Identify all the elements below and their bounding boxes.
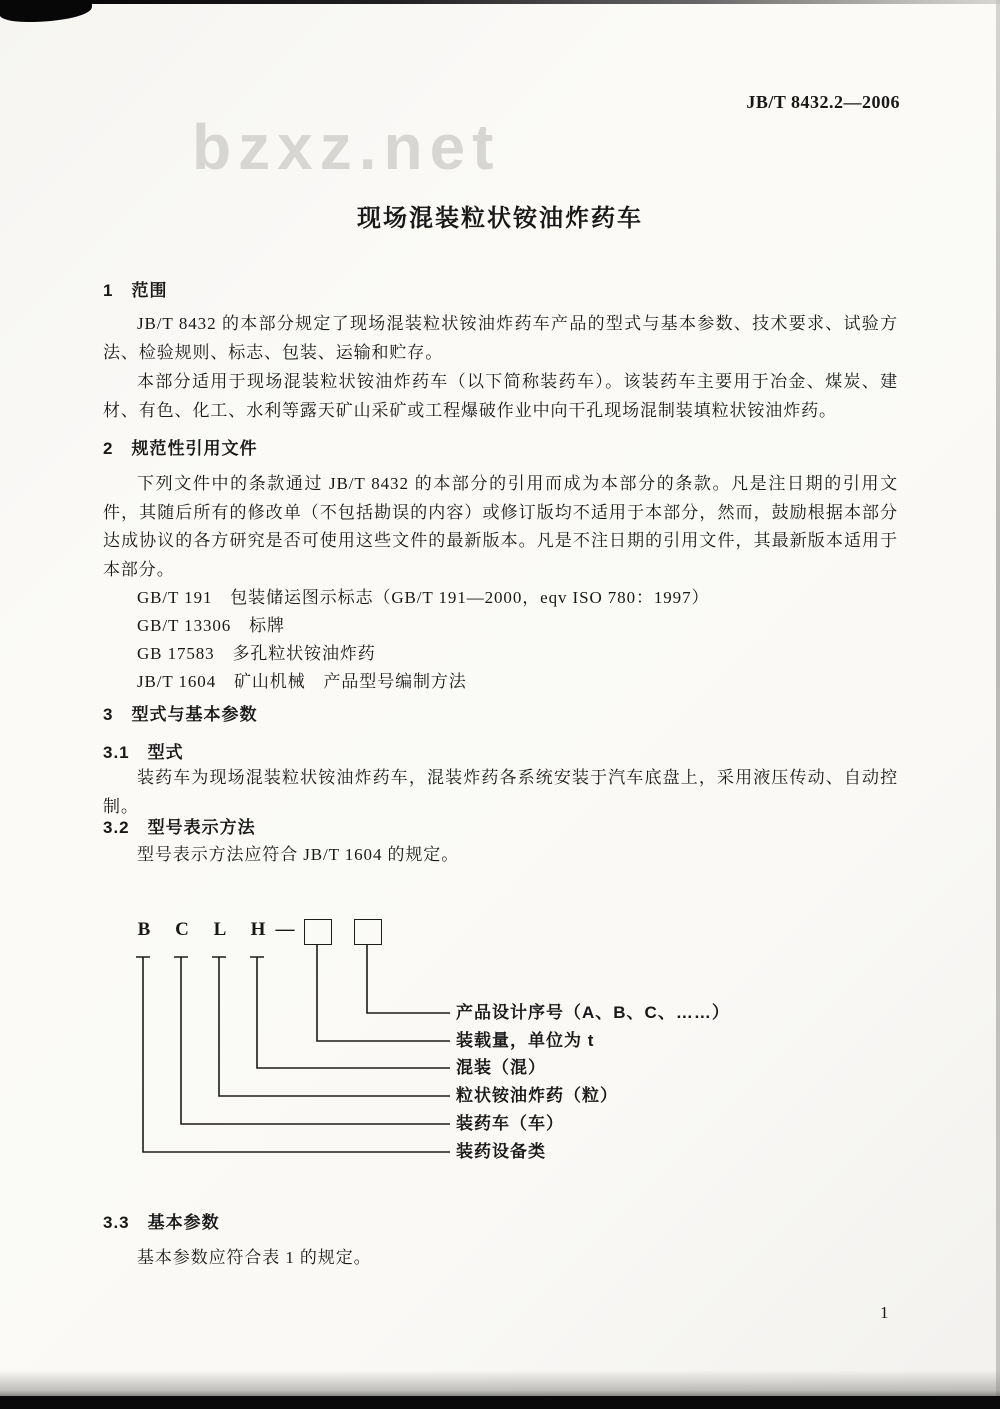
diagram-label-load: 装载量，单位为 t (456, 1031, 595, 1050)
code-letter-h: H (250, 919, 266, 940)
section-2-paragraph-1: 下列文件中的条款通过 JB/T 8432 的本部分的引用而成为本部分的条款。凡是注日期的引用文件，其随后所有的修改单（不包括勘误的内容）或修订版均不适用于本部分，然而，鼓励根据本部分达成协议的各方研究是否可使用这些文件的最新版本。凡是不注日期的引用文件，其最新版本适用于本部分。 (103, 474, 898, 579)
section-3-1-heading: 3.1 型式 (103, 743, 184, 762)
diagram-label-series: 产品设计序号（A、B、C、……） (456, 1003, 730, 1022)
section-2-heading: 2 规范性引用文件 (103, 439, 258, 458)
type-designation-diagram (0, 905, 1000, 1175)
designation-box-load (304, 919, 332, 945)
document-title: 现场混装粒状铵油炸药车 (357, 205, 643, 232)
code-letter-l: L (213, 919, 227, 940)
reference-item: GB/T 191 包装储运图示标志（GB/T 191—2000，eqv ISO 780：1997） (137, 588, 710, 607)
watermark-text: bzxz.net (192, 111, 501, 183)
code-letter-b: B (137, 919, 151, 940)
reference-item: JB/T 1604 矿山机械 产品型号编制方法 (137, 672, 467, 691)
scan-corner-artifact (0, 0, 92, 22)
scan-bottom-shadow (0, 1370, 1000, 1396)
diagram-label-mixed: 混装（混） (456, 1058, 546, 1077)
designation-box-series (354, 919, 382, 945)
reference-item: GB/T 13306 标牌 (137, 616, 285, 635)
section-3-3-heading: 3.3 基本参数 (103, 1213, 220, 1232)
scan-edge-bottom-artifact (0, 1396, 1000, 1409)
diagram-label-equipment-class: 装药设备类 (456, 1142, 546, 1161)
diagram-label-truck: 装药车（车） (456, 1114, 564, 1133)
section-3-heading: 3 型式与基本参数 (103, 705, 258, 724)
diagram-label-anfo: 粒状铵油炸药（粒） (456, 1086, 618, 1105)
standard-number: JB/T 8432.2—2006 (746, 92, 900, 112)
section-3-2-heading: 3.2 型号表示方法 (103, 818, 256, 837)
section-1-paragraph-2: 本部分适用于现场混装粒状铵油炸药车（以下简称装药车）。该装药车主要用于冶金、煤炭、建材、有色、化工、水利等露天矿山采矿或工程爆破作业中向干孔现场混制装填粒状铵油炸药。 (103, 372, 898, 420)
section-1-paragraph-1: JB/T 8432 的本部分规定了现场混装粒状铵油炸药车产品的型式与基本参数、技术要求、试验方法、检验规则、标志、包装、运输和贮存。 (103, 314, 898, 362)
normative-references-list (137, 584, 897, 696)
scan-edge-top-artifact (0, 0, 1000, 4)
code-letter-c: C (175, 919, 189, 940)
section-3-2-paragraph: 型号表示方法应符合 JB/T 1604 的规定。 (137, 845, 460, 864)
section-3-1-paragraph: 装药车为现场混装粒状铵油炸药车，混装炸药各系统安装于汽车底盘上，采用液压传动、自动控制。 (103, 768, 898, 816)
section-1-heading: 1 范围 (103, 281, 168, 300)
page-number: 1 (880, 1303, 889, 1322)
code-dash: — (275, 919, 295, 940)
reference-item: GB 17583 多孔粒状铵油炸药 (137, 644, 376, 663)
section-3-3-paragraph: 基本参数应符合表 1 的规定。 (137, 1248, 372, 1267)
